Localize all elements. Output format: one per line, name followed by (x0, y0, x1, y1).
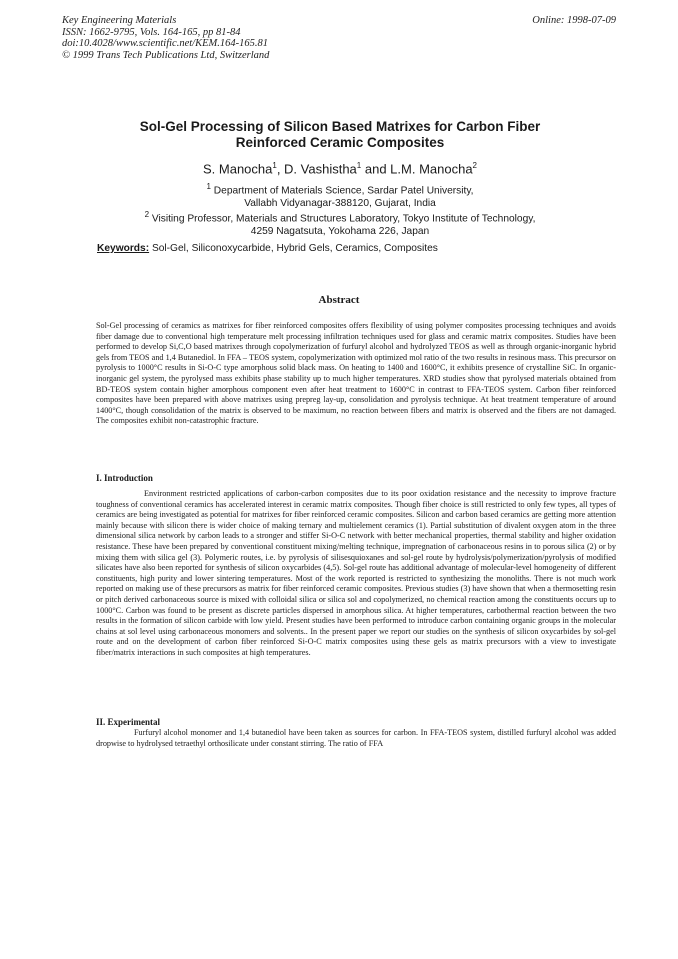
introduction-heading: I. Introduction (96, 473, 153, 483)
doi-line: doi:10.4028/www.scientific.net/KEM.164-165.81 (62, 38, 268, 49)
affiliation-1 (90, 181, 590, 210)
author-separator: and (361, 161, 391, 177)
keywords-label: Keywords: (97, 243, 150, 254)
author-name: D. Vashistha (284, 161, 357, 177)
issn-line: ISSN: 1662-9795, Vols. 164-165, pp 81-84 (62, 26, 241, 38)
affiliation-marker: 1 (272, 161, 277, 170)
affiliation-marker: 1 (206, 182, 211, 191)
online-date: Online: 1998-07-09 (532, 15, 616, 26)
affiliation-line: 4259 Nagatsuta, Yokohama 226, Japan (250, 225, 430, 237)
author-list (90, 158, 590, 177)
title-line-1: Sol-Gel Processing of Silicon Based Matrixes for Carbon Fiber (139, 119, 541, 134)
affiliation-line: Vallabh Vidyanagar-388120, Gujarat, India (244, 197, 436, 209)
paper-title (90, 119, 590, 151)
affiliation-line: Department of Materials Science, Sardar Patel University, (213, 185, 474, 197)
experimental-text: Furfuryl alcohol monomer and 1,4 butanediol have been taken as sources for carbon. In FFA-TEOS system, distilled furfuryl alcohol was added dropwise to hydrolysed tetraethyl orthosilicate under constant stirring. The ratio of FFA (96, 728, 616, 748)
journal-name: Key Engineering Materials (62, 15, 177, 26)
keywords-line (97, 243, 438, 255)
abstract-heading: Abstract (318, 294, 360, 306)
publication-header (62, 15, 269, 61)
experimental-heading: II. Experimental (96, 717, 160, 727)
author-separator: , (276, 161, 285, 177)
affiliation-marker: 1 (356, 161, 362, 170)
copyright-line: © 1999 Trans Tech Publications Ltd, Switzerland (62, 49, 270, 61)
title-line-2: Reinforced Ceramic Composites (235, 135, 445, 150)
abstract-text: Sol-Gel processing of ceramics as matrixes for fiber reinforced composites offers flexibility of using polymer composites processing techniques and avoids fiber damage due to conventional high temperature melt processing infiltration techniques used for glass and ceramic matrix composites. Studies have been performed to develop Si,C,O based matrixes through copolymerization of furfuryl alcohol and hydrolyzed TEOS as well as through organic-inorganic hybrid gels from TEOS and 1,4 Butanediol. In FFA – TEOS system, copolymerization with optimized mol ratio of the two results in resinous mass. This precursor on pyrolysis to 1000°C results in Si-O-C type amorphous solid black mass. On heating to 1400 and 1600°C, it exhibits presence of crystalline SiC. In organic-inorganic gel system, the pyrolysed mass exhibits phase stability up to much higher temperatures. XRD studies show that pyrolysed materials obtained from BD-TEOS system contain higher amorphous component even after heat treatment to 1600°C in contrast to FFA-TEOS system. Carbon fiber reinforced composites have been prepared with above matrixes using prepreg lay-up, consolidation and pyrolysis technique. At heat treatment temperature of around 1400°C, though consolidation of the matrix is observed to be maximum, no reaction between fibers and matrix is observed and the fibers are not damaged. The composites exhibit non-catastrophic fracture. (96, 321, 616, 426)
introduction-text: Environment restricted applications of carbon-carbon composites due to its poor oxidation resistance and the necessity to improve fracture toughness of conventional ceramics has accelerated interest in ceramic matrix composites. Though fiber choice is still restricted to only few types, all types of ceramics are being investigated as potential for matrixes for fiber reinforced ceramic composites. Silicon and carbon based ceramics are getting more attention mainly because with silicon there is wider choice of making ternary and multielement ceramics (1). Partial substitution of divalent oxygen atom in the three dimensional silica network by carbon leads to a stronger and stiffer Si-O-C network with better mechanical properties, thermal stability and higher oxidation resistance. These have been prepared by conventional constituent mixing/melting technique, impregnation of carbonaceous resins in to porous silica (2) or by mixing them with silica gel (3). Polymeric routes, i.e. by pyrolysis of silisesquioxanes and sol-gel route by hydrolysis/polymerization/pyrolysis of modified silicates have also been reported for synthesis of silicon oxycarbides (4,5). Sol-gel route has additional advantage of molecular-level homogeneity of different constituents, high purity and lower sintering temperatures. Most of the work reported is restricted to synthesizing the monoliths. There is not much work reported on making use of these precursors as matrix for fiber reinforced ceramic composites. Previous studies (3) have shown that when a thermosetting resin or pitch derived carbonaceous source is mixed with colloidal silica or silica sol and copolymerized, no chemical reaction among the constituents occurs up to 1000°C. Carbon was found to be present as discrete particles dispersed in amorphous silica. At higher temperatures, carbothermal reaction between the two results in the formation of silicon carbide with low yield. Present studies have been performed to introduce carbon containing organic groups in the molecular chains at sol level using carbonaceous monomers and solvents.. In the present paper we report our studies on the synthesis of silicon oxycarbides by sol-gel route and on the development of carbon fiber reinforced Si-O-C matrix composites using these gels as matrix precursors with a view to investigate fiber/matrix interactions in such composites at high temperatures. (96, 489, 616, 657)
affiliation-marker: 2 (144, 210, 150, 219)
affiliation-2 (90, 209, 590, 238)
affiliation-marker: 2 (472, 161, 477, 170)
keywords-text: Sol-Gel, Siliconoxycarbide, Hybrid Gels, Ceramics, Composites (151, 243, 438, 254)
affiliation-line: Visiting Professor, Materials and Structures Laboratory, Tokyo Institute of Technology, (151, 213, 536, 225)
author-name: L.M. Manocha (390, 161, 473, 177)
author-name: S. Manocha (202, 161, 273, 177)
